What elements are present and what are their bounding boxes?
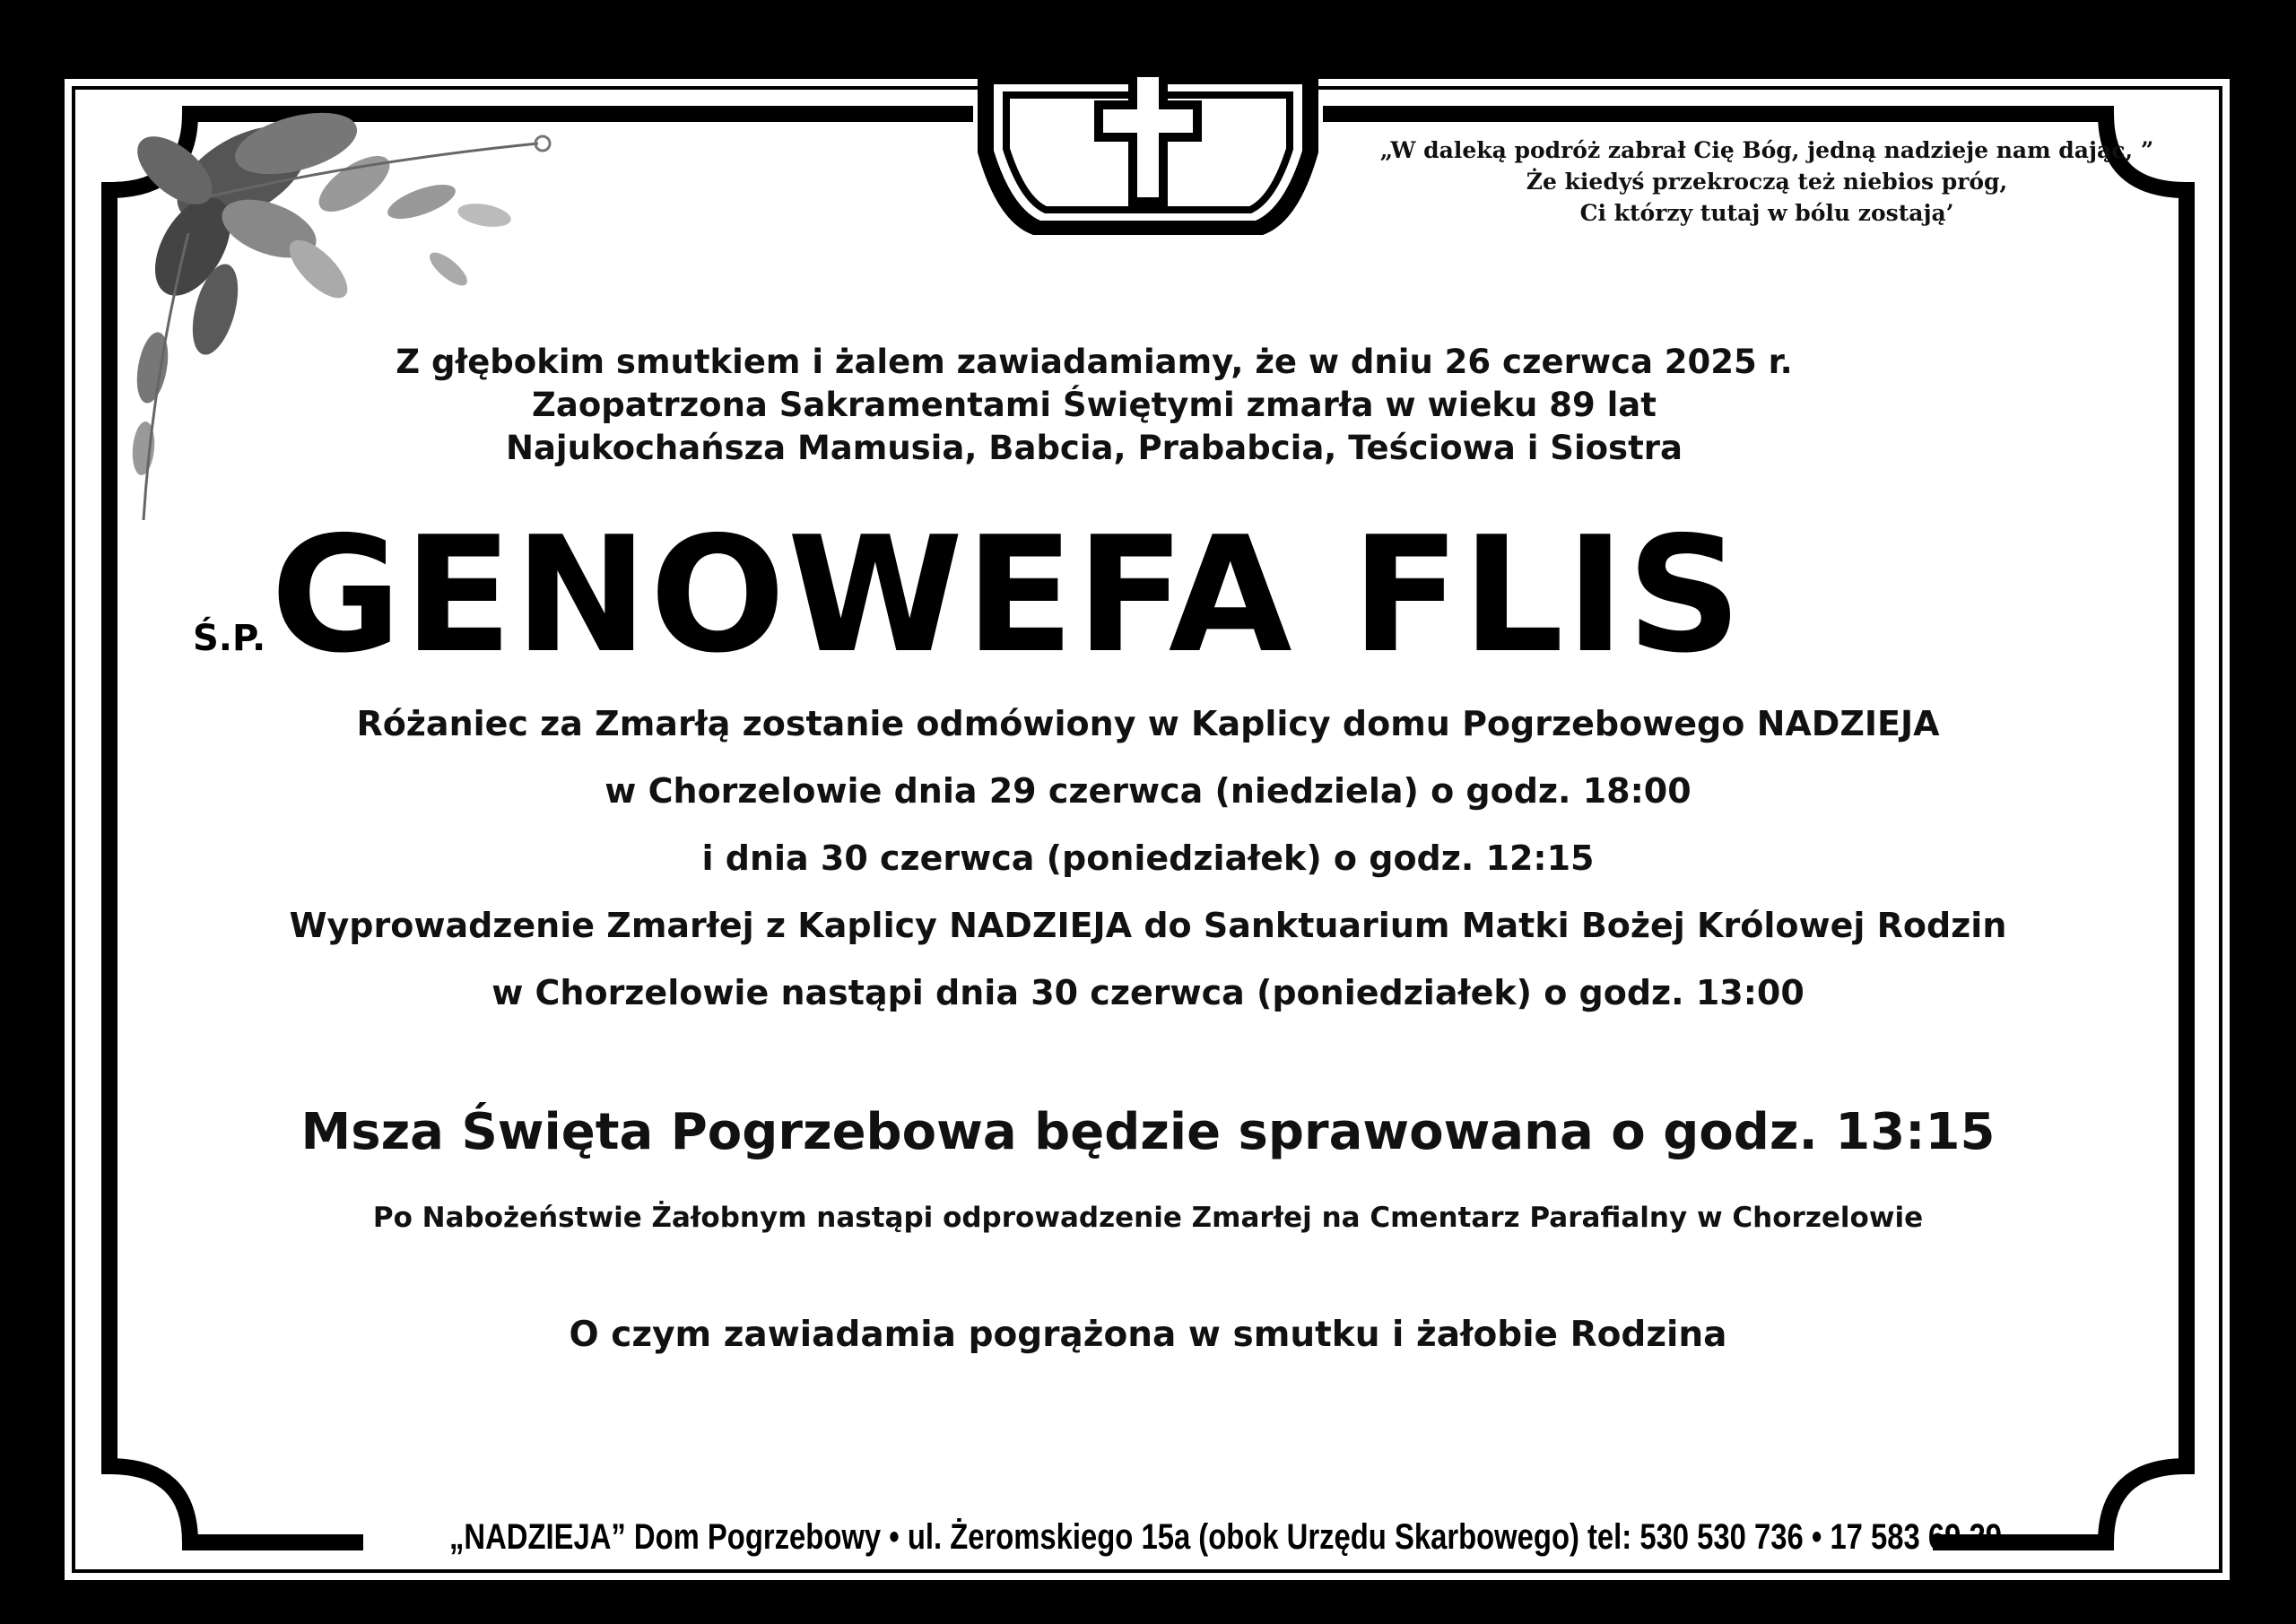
- ceremony-line: w Chorzelowie dnia 29 czerwca (niedziela) o godz. 18:00: [604, 771, 1692, 811]
- family-signature: O czym zawiadamia pogrążona w smutku i żałobie Rodzina: [569, 1315, 1727, 1355]
- intro-line: Z głębokim smutkiem i żalem zawiadamiamy, że w dniu 26 czerwca 2025 r.: [396, 343, 1793, 381]
- intro-line: Zaopatrzona Sakramentami Świętymi zmarła w wieku 89 lat: [532, 386, 1657, 424]
- poem-line: Że kiedyś przekroczą też niebios próg,: [1526, 169, 2008, 195]
- ceremony-block: [161, 690, 2135, 1027]
- poem-line: „W daleką podróż zabrał Cię Bóg, jedną nadzieje nam dając, ”: [1379, 137, 2154, 163]
- deceased-name: GENOWEFA FLIS: [270, 502, 1744, 688]
- ceremony-line: Różaniec za Zmarłą zostanie odmówiony w Kaplicy domu Pogrzebowego NADZIEJA: [356, 704, 1940, 743]
- intro-block: [233, 341, 1955, 470]
- ceremony-line: i dnia 30 czerwca (poniedziałek) o godz. 12:15: [701, 838, 1595, 878]
- ceremony-line: w Chorzelowie nastąpi dnia 30 czerwca (poniedziałek) o godz. 13:00: [491, 973, 1805, 1012]
- name-prefix: Ś.P.: [193, 618, 266, 659]
- cemetery-announcement: Po Nabożeństwie Żałobnym nastąpi odprowadzenie Zmarłej na Cmentarz Parafialny w Chorzelowie: [372, 1202, 1924, 1234]
- mass-announcement: Msza Święta Pogrzebowa będzie sprawowana o godz. 13:15: [300, 1103, 1996, 1161]
- poem-line: Ci którzy tutaj w bólu zostają’: [1579, 200, 1954, 226]
- deceased-name-row: [193, 502, 1987, 688]
- intro-line: Najukochańsza Mamusia, Babcia, Prababcia, Teściowa i Siostra: [506, 429, 1683, 467]
- poem-quote: [1336, 135, 2197, 229]
- funeral-home-footer: „NADZIEJA” Dom Pogrzebowy • ul. Żeromskiego 15a (obok Urzędu Skarbowego) tel: 530 530 736 • 17 583 69 29: [449, 1517, 2002, 1557]
- ceremony-line: Wyprowadzenie Zmarłej z Kaplicy NADZIEJA do Sanktuarium Matki Bożej Królowej Rodzin: [289, 906, 2007, 945]
